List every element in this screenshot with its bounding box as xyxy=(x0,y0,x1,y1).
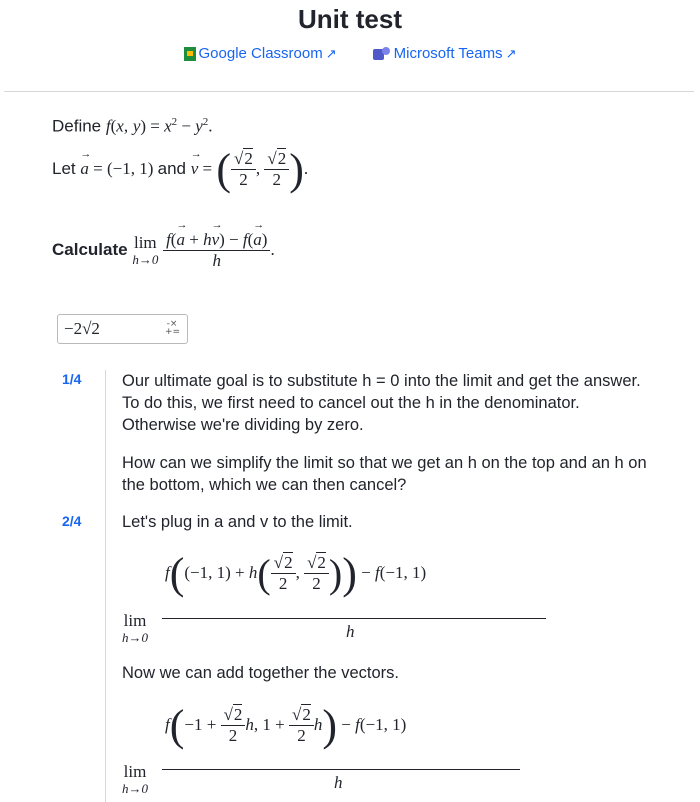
fraction-bar xyxy=(162,769,520,770)
hint-step-number: 2/4 xyxy=(62,513,82,529)
and-label: and xyxy=(157,158,186,178)
microsoft-teams-link[interactable] xyxy=(373,45,517,62)
hint-paragraph: Our ultimate goal is to substitute h = 0 into the limit and get the answer. To do this, we first need to cancel out the h in the denominator. Otherwise we're dividing by zero. xyxy=(122,372,641,434)
let-label: Let xyxy=(52,158,76,178)
hint-rail xyxy=(105,370,106,802)
hint-paragraph: How can we simplify the limit so that we get an h on the top and an h on the bottom, which we can then cancel? xyxy=(122,454,647,494)
calculate-line: Calculate lim h→0 $\frac{f(\to a + h\to v) - f(\to a)}{h}$ . xyxy=(52,230,275,271)
google-classroom-link[interactable] xyxy=(184,45,337,62)
google-classroom-icon xyxy=(184,47,196,61)
answer-input[interactable] xyxy=(57,314,188,344)
limit-denominator: h xyxy=(346,622,355,641)
microsoft-teams-icon xyxy=(373,47,391,61)
google-classroom-label: Google Classroom xyxy=(198,45,323,62)
page-title: Unit test xyxy=(298,4,402,34)
limit-numerator: f(−1 + $\frac{√2}{2}$ h, 1 + $\frac{√2}{2}$ h) − f(−1, 1) xyxy=(165,701,407,750)
definition-line: Define f(x, $y) = x^2 - y^2$. xyxy=(52,116,213,136)
limit-denominator: h xyxy=(334,773,343,792)
header-divider xyxy=(4,91,694,92)
limit-operator: lim h→0 xyxy=(122,762,148,796)
hint-paragraph: Let's plug in a and v to the limit. xyxy=(122,513,353,531)
math-keypad-icon[interactable]: -× += xyxy=(165,319,181,337)
hint-paragraph: Now we can add together the vectors. xyxy=(122,664,399,682)
external-link-icon: ↗ xyxy=(325,45,337,61)
limit-operator: lim h→0 xyxy=(122,611,148,645)
fraction-bar xyxy=(162,618,546,619)
hint-step-number: 1/4 xyxy=(62,371,82,387)
vectors-line: Let → a = (−1, 1) and → v = ( $\frac{√2}{2}$ , $\frac{√2}{2}$ ). xyxy=(52,144,308,195)
limit-numerator: f((−1, 1) + h( $\frac{√2}{2}$ , $\frac{√2}{2}$ )) − f(−1, 1) xyxy=(165,549,427,598)
external-link-icon: ↗ xyxy=(505,45,517,61)
define-label: Define xyxy=(52,116,102,136)
answer-value: −2√2 xyxy=(64,319,100,338)
microsoft-teams-label: Microsoft Teams xyxy=(393,45,503,62)
calculate-label: Calculate xyxy=(52,239,128,259)
share-bar xyxy=(0,45,700,62)
